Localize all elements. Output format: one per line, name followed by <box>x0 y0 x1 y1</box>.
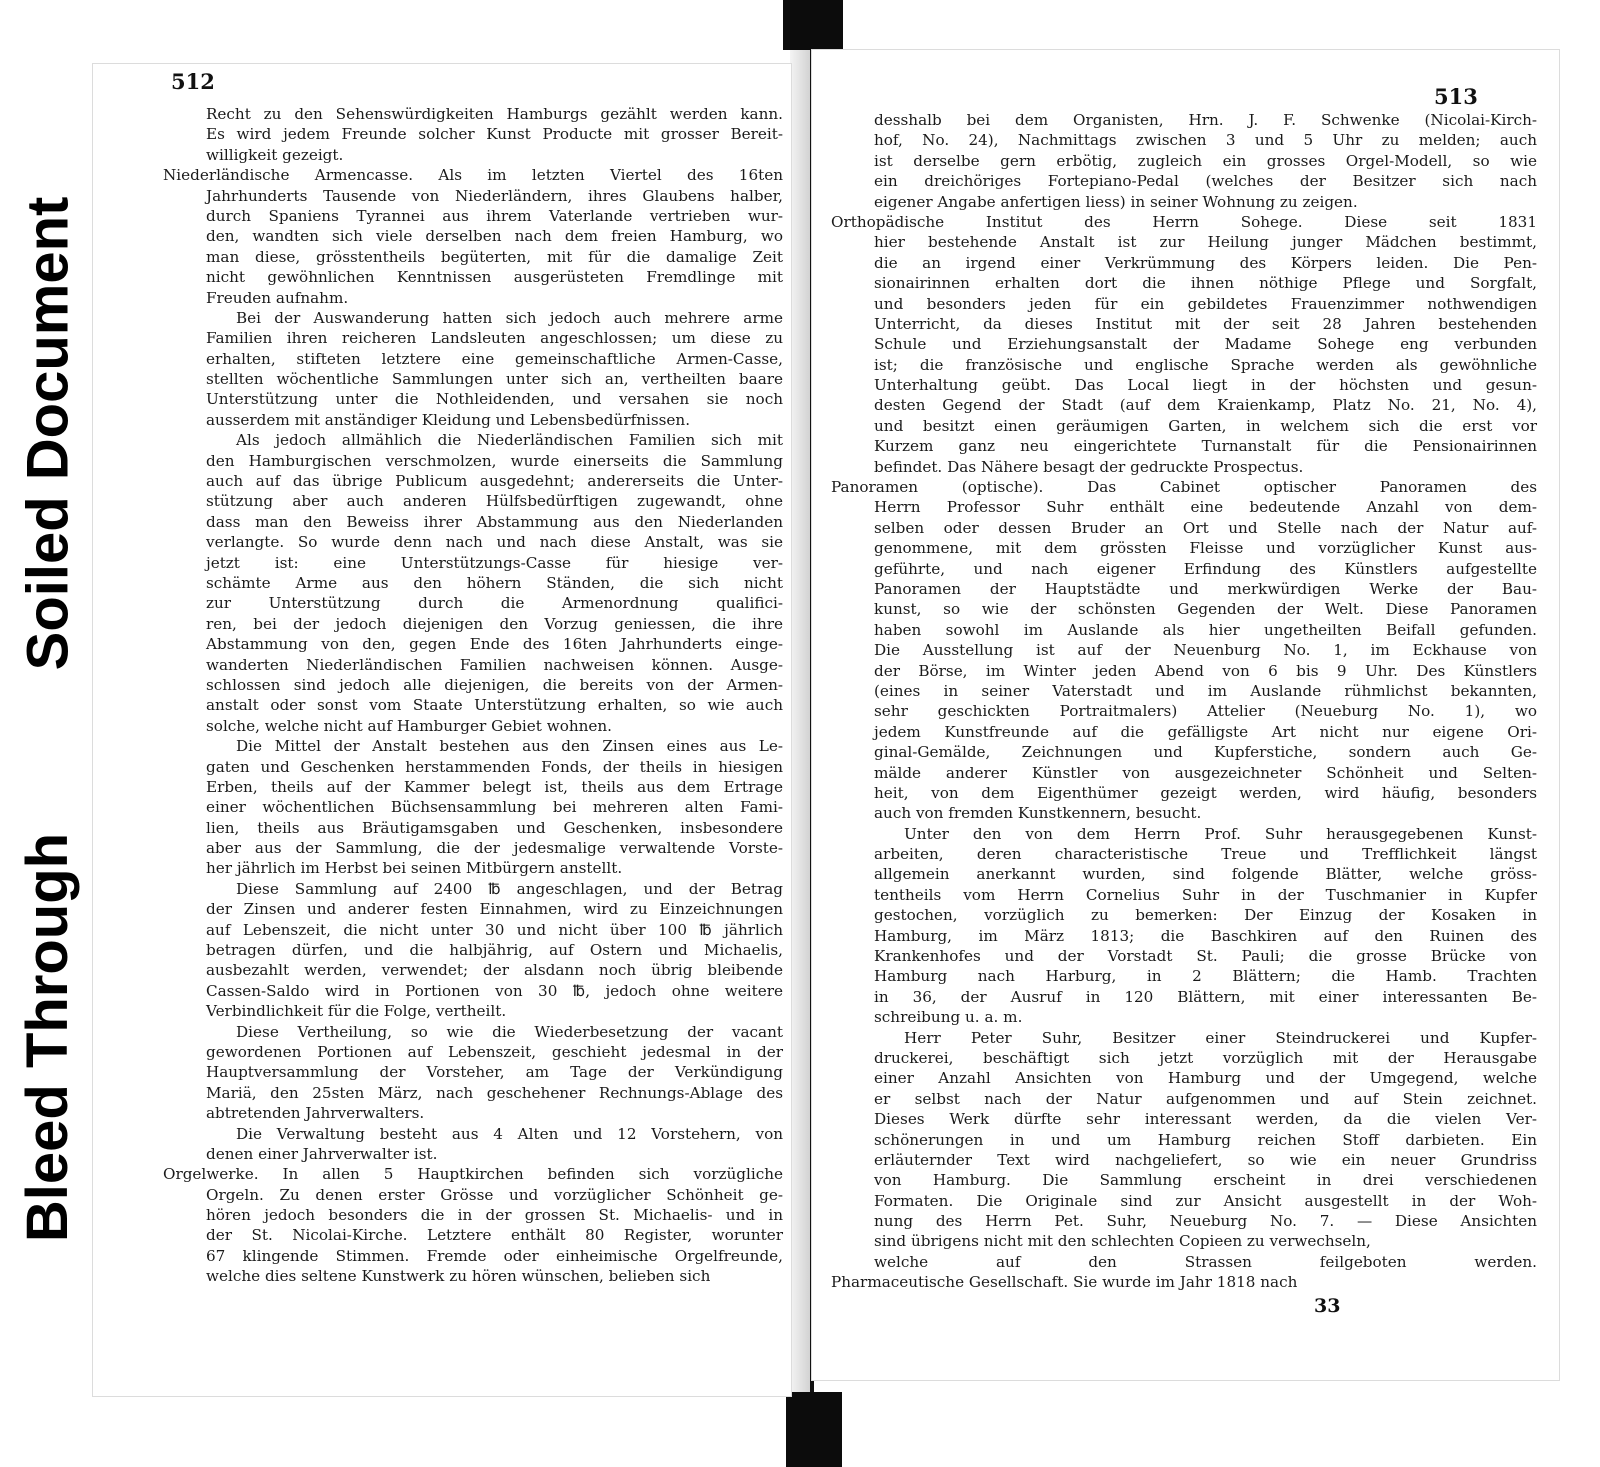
right-text-line: ist derselbe gern erbötig, zugleich ein grosses Orgel-Modell, so wie <box>874 151 1537 170</box>
left-text-line: Die Verwaltung besteht aus 4 Alten und 12 Vorstehern, von <box>236 1124 783 1143</box>
right-text-line: und besitzt einen geräumigen Garten, in welchem sich die erst vor <box>874 416 1537 435</box>
right-text-line: selben oder dessen Bruder an Ort und Stelle nach der Natur auf- <box>874 518 1537 537</box>
right-text-line: (eines in seiner Vaterstadt und im Auslande rühmlichst bekannten, <box>874 681 1537 700</box>
right-page <box>812 50 1559 1380</box>
soiled-document-label: Soiled Document <box>15 196 81 670</box>
right-text-line: sionairinnen erhalten dort die ihnen nöthige Pflege und Sorgfalt, <box>874 274 1537 293</box>
left-text-line: aber aus der Sammlung, die der jedesmalige verwaltende Vorste- <box>206 839 783 858</box>
left-text-line: Abstammung von den, gegen Ende des 16ten Jahrhunderts einge- <box>206 635 783 654</box>
left-text-line: Unterstützung unter die Nothleidenden, und versahen sie noch <box>206 390 783 409</box>
right-text-line: allgemein anerkannt wurden, sind folgende Blätter, welche gröss- <box>874 865 1537 884</box>
right-text-line: Panoramen (optische). Das Cabinet optischer Panoramen des <box>831 478 1537 497</box>
left-text-line: 67 klingende Stimmen. Fremde oder einheimische Orgelfreunde, <box>206 1246 783 1265</box>
right-text-line: geführte, und nach eigener Erfindung des Künstlers aufgestellte <box>874 559 1537 578</box>
right-text-line: einer Anzahl Ansichten von Hamburg und der Umgegend, welche <box>874 1069 1537 1088</box>
right-text-line: Formaten. Die Originale sind zur Ansicht ausgestellt in der Woh- <box>874 1191 1537 1210</box>
left-text-line: Orgelwerke. In allen 5 Hauptkirchen befinden sich vorzügliche <box>163 1165 783 1184</box>
left-text-line: willigkeit gezeigt. <box>206 145 344 164</box>
left-text-line: stützung aber auch anderen Hülfsbedürftigen zugewandt, ohne <box>206 492 783 511</box>
right-text-line: er selbst nach der Natur aufgenommen und auf Stein zeichnet. <box>874 1089 1537 1108</box>
right-text-line: ist; die französische und englische Sprache werden als gewöhnliche <box>874 355 1537 374</box>
left-text-line: abtretenden Jahrverwalters. <box>206 1104 425 1123</box>
soiled-document-stamp <box>0 168 96 698</box>
right-text-line: von Hamburg. Die Sammlung erscheint in drei verschiedenen <box>874 1171 1537 1190</box>
left-text-line: einer wöchentlichen Büchsensammlung bei mehreren alten Fami- <box>206 798 783 817</box>
left-text-line: Verbindlichkeit für die Folge, vertheilt. <box>206 1002 507 1021</box>
left-text-line: denen einer Jahrverwalter ist. <box>206 1144 438 1163</box>
right-text-line: erläuternder Text wird nachgeliefert, so wie ein neuer Grundriss <box>874 1150 1537 1169</box>
left-text-line: dass man den Beweiss ihrer Abstammung aus den Niederlanden <box>206 512 783 531</box>
left-text-line: Hauptversammlung der Vorsteher, am Tage der Verkündigung <box>206 1063 783 1082</box>
bleed-through-stamp <box>0 793 96 1281</box>
right-text-line: Dieses Werk dürfte sehr interessant werden, da die vielen Ver- <box>874 1110 1537 1129</box>
left-text-line: der St. Nicolai-Kirche. Letztere enthält 80 Register, worunter <box>206 1226 783 1245</box>
left-text-line: nicht gewöhnlichen Kenntnissen ausgerüsteten Fremdlinge mit <box>206 268 783 287</box>
right-text-line: Herr Peter Suhr, Besitzer einer Steindruckerei und Kupfer- <box>904 1028 1537 1047</box>
left-text-line: Die Mittel der Anstalt bestehen aus den Zinsen eines aus Le- <box>236 737 783 756</box>
left-text-line: ausserdem mit anständiger Kleidung und Lebensbedürfnissen. <box>206 410 691 429</box>
left-text-line: den, wandten sich viele derselben nach dem freien Hamburg, wo <box>206 227 783 246</box>
right-text-line: Hamburg, im März 1813; die Baschkiren auf den Ruinen des <box>874 926 1537 945</box>
right-text-line: nung des Herrn Pet. Suhr, Neueburg No. 7. — Diese Ansichten <box>874 1212 1537 1231</box>
left-text-line: jetzt ist: eine Unterstützungs-Casse für hiesige ver- <box>206 553 783 572</box>
left-text-line: verlangte. So wurde denn nach und nach diese Anstalt, was sie <box>206 533 783 552</box>
left-text-line: Diese Vertheilung, so wie die Wiederbesetzung der vacant <box>236 1022 783 1041</box>
right-text-line: Kurzem ganz neu eingerichtete Turnanstalt für die Pensionairinnen <box>874 437 1537 456</box>
left-page-text <box>163 104 783 1287</box>
right-text-line: tentheils vom Herrn Cornelius Suhr in der Tuschmanier in Kupfer <box>874 885 1537 904</box>
right-text-line: eigener Angabe anfertigen liess) in seiner Wohnung zu zeigen. <box>874 192 1358 211</box>
right-text-line: genommene, mit dem grössten Fleisse und vorzüglicher Kunst aus- <box>874 539 1537 558</box>
right-page-number: 513 <box>1434 84 1478 109</box>
right-text-line: Die Ausstellung ist auf der Neuenburg No. 1, im Eckhause von <box>874 641 1537 660</box>
right-text-line: arbeiten, deren characteristische Treue und Trefflichkeit längst <box>874 845 1537 864</box>
left-text-line: solche, welche nicht auf Hamburger Gebiet wohnen. <box>206 716 612 735</box>
left-text-line: zur Unterstützung durch die Armenordnung qualifici- <box>206 594 783 613</box>
right-text-line: in 36, der Ausruf in 120 Blättern, mit einer interessanten Be- <box>874 987 1537 1006</box>
right-text-line: gestochen, vorzüglich zu bemerken: Der Einzug der Kosaken in <box>874 906 1537 925</box>
right-text-line: desten Gegend der Stadt (auf dem Kraienkamp, Platz No. 21, No. 4), <box>874 396 1537 415</box>
right-text-line: mälde anderer Künstler von ausgezeichneter Schönheit und Selten- <box>874 763 1537 782</box>
left-text-line: durch Spaniens Tyrannei aus ihrem Vaterlande vertrieben wur- <box>206 206 783 225</box>
left-text-line: Bei der Auswanderung hatten sich jedoch auch mehrere arme <box>236 308 783 327</box>
right-page-text <box>831 110 1537 1293</box>
left-text-line: auf Lebenszeit, die nicht unter 30 und nicht über 100 ℔ jährlich <box>206 920 783 939</box>
right-text-line: und besonders jeden für ein gebildetes Frauenzimmer nothwendigen <box>874 294 1537 313</box>
left-text-line: Familien ihren reicheren Landsleuten angeschlossen; um diese zu <box>206 329 783 348</box>
left-text-line: Cassen-Saldo wird in Portionen von 30 ℔, jedoch ohne weitere <box>206 981 783 1000</box>
right-text-line: die an irgend einer Verkrümmung des Körpers leiden. Die Pen- <box>874 253 1537 272</box>
left-text-line: betragen dürfen, und die halbjährig, auf Ostern und Michaelis, <box>206 941 783 960</box>
left-text-line: man diese, grösstentheils begüterten, mit für die damalige Zeit <box>206 247 783 266</box>
bleed-through-label: Bleed Through <box>15 832 81 1242</box>
left-text-line: her jährlich im Herbst bei seinen Mitbürgern anstellt. <box>206 859 623 878</box>
right-text-line: Krankenhofes und der Vorstadt St. Pauli; die grosse Brücke von <box>874 947 1537 966</box>
left-text-line: ren, bei der jedoch diejenigen den Vorzug geniessen, die ihre <box>206 614 783 633</box>
left-text-line: gaten und Geschenken herstammenden Fonds, der theils in hiesigen <box>206 757 783 776</box>
left-text-line: schlossen sind jedoch alle diejenigen, die bereits von der Armen- <box>206 675 783 694</box>
left-text-line: Mariä, den 25sten März, nach geschehener Rechnungs-Ablage des <box>206 1083 783 1102</box>
right-text-line: Orthopädische Institut des Herrn Sohege. Diese seit 1831 <box>831 212 1537 231</box>
right-text-line: Pharmaceutische Gesellschaft. Sie wurde im Jahr 1818 nach <box>831 1273 1298 1292</box>
right-text-line: heit, von dem Eigenthümer gezeigt werden, wird häufig, besonders <box>874 783 1537 802</box>
left-text-line: Recht zu den Sehenswürdigkeiten Hamburgs gezählt werden kann. <box>206 105 783 123</box>
left-text-line: Diese Sammlung auf 2400 ℔ angeschlagen, und der Betrag <box>236 879 783 898</box>
left-text-line: anstalt oder sonst vom Staate Unterstützung erhalten, so wie auch <box>206 696 783 715</box>
right-text-line: schönerungen in und um Hamburg reichen Stoff darbieten. Ein <box>874 1130 1537 1149</box>
left-text-line: Jahrhunderts Tausende von Niederländern, ihres Glaubens halber, <box>206 186 783 205</box>
right-text-line: Hamburg nach Harburg, in 2 Blättern; die Hamb. Trachten <box>874 967 1537 986</box>
gutter-bottom-shadow <box>786 1392 842 1467</box>
right-text-line: sehr geschickten Portraitmalers) Attelier (Neueburg No. 1), wo <box>874 702 1537 721</box>
left-text-line: Erben, theils auf der Kammer belegt ist, theils aus dem Ertrage <box>206 777 783 796</box>
gutter-shadow <box>790 46 812 1396</box>
right-text-line: ein dreichöriges Fortepiano-Pedal (welches der Besitzer sich nach <box>874 172 1537 191</box>
left-text-line: schämte Arme aus den höhern Ständen, die sich nicht <box>206 573 783 592</box>
left-text-line: Niederländische Armencasse. Als im letzten Viertel des 16ten <box>163 166 783 185</box>
right-text-line: hier bestehende Anstalt ist zur Heilung junger Mädchen bestimmt, <box>874 233 1537 252</box>
right-text-line: haben sowohl im Auslande als hier ungetheilten Beifall gefunden. <box>874 620 1537 639</box>
right-text-line: auch von fremden Kunstkennern, besucht. <box>874 804 1202 823</box>
right-text-line: hof, No. 24), Nachmittags zwischen 3 und 5 Uhr zu melden; auch <box>874 131 1537 150</box>
left-text-line: hören jedoch besonders die in der grossen St. Michaelis- und in <box>206 1206 783 1225</box>
left-page-number: 512 <box>171 69 215 94</box>
left-text-line: Freuden aufnahm. <box>206 288 349 307</box>
left-text-line: erhalten, stifteten letztere eine gemeinschaftliche Armen-Casse, <box>206 349 783 368</box>
right-text-line: desshalb bei dem Organisten, Hrn. J. F. Schwenke (Nicolai-Kirch- <box>874 111 1537 129</box>
left-page <box>93 64 791 1396</box>
right-text-line: kunst, so wie der schönsten Gegenden der Welt. Diese Panoramen <box>874 600 1537 619</box>
left-text-line: Als jedoch allmählich die Niederländischen Familien sich mit <box>236 431 783 450</box>
left-text-line: den Hamburgischen verschmolzen, wurde einerseits die Sammlung <box>206 451 783 470</box>
left-text-line: lien, theils aus Bräutigamsgaben und Geschenken, insbesondere <box>206 818 783 837</box>
right-text-line: Panoramen der Hauptstädte und merkwürdigen Werke der Bau- <box>874 579 1537 598</box>
left-text-line: Es wird jedem Freunde solcher Kunst Producte mit grosser Bereit- <box>206 125 783 144</box>
right-text-line: Herrn Professor Suhr enthält eine bedeutende Anzahl von dem- <box>874 498 1537 517</box>
left-text-line: auch auf das übrige Publicum ausgedehnt; andererseits die Unter- <box>206 472 783 491</box>
right-text-line: welche auf den Strassen feilgeboten werden. <box>874 1252 1537 1271</box>
right-text-line: befindet. Das Nähere besagt der gedruckte Prospectus. <box>874 457 1304 476</box>
right-text-line: druckerei, beschäftigt sich jetzt vorzüglich mit der Herausgabe <box>874 1048 1537 1067</box>
right-text-line: jedem Kunstfreunde auf die gefälligste Art nicht nur eigene Ori- <box>874 722 1537 741</box>
right-text-line: schreibung u. a. m. <box>874 1008 1023 1027</box>
right-text-line: Unterricht, da dieses Institut mit der seit 28 Jahren bestehenden <box>874 314 1537 333</box>
left-text-line: wanderten Niederländischen Familien nachweisen können. Ausge- <box>206 655 783 674</box>
gutter-top-shadow <box>783 0 843 50</box>
right-text-line: ginal-Gemälde, Zeichnungen und Kupferstiche, sondern auch Ge- <box>874 743 1537 762</box>
left-text-line: welche dies seltene Kunstwerk zu hören wünschen, belieben sich <box>206 1267 711 1286</box>
right-text-line: Schule und Erziehungsanstalt der Madame Sohege eng verbunden <box>874 335 1537 354</box>
right-text-line: Unter den von dem Herrn Prof. Suhr herausgegebenen Kunst- <box>904 824 1537 843</box>
left-text-line: ausbezahlt werden, verwendet; der alsdann noch übrig bleibende <box>206 961 783 980</box>
left-text-line: stellten wöchentliche Sammlungen unter sich an, vertheilten baare <box>206 370 783 389</box>
right-text-line: sind übrigens nicht mit den schlechten Copieen zu verwechseln, <box>874 1232 1371 1251</box>
signature-mark: 33 <box>1314 1295 1341 1317</box>
right-text-line: der Börse, im Winter jeden Abend von 6 bis 9 Uhr. Des Künstlers <box>874 661 1537 680</box>
left-text-line: Orgeln. Zu denen erster Grösse und vorzüglicher Schönheit ge- <box>206 1185 783 1204</box>
left-text-line: der Zinsen und anderer festen Einnahmen, wird zu Einzeichnungen <box>206 900 783 919</box>
left-text-line: gewordenen Portionen auf Lebenszeit, geschieht jedesmal in der <box>206 1042 783 1061</box>
right-text-line: Unterhaltung geübt. Das Local liegt in der höchsten und gesun- <box>874 376 1537 395</box>
